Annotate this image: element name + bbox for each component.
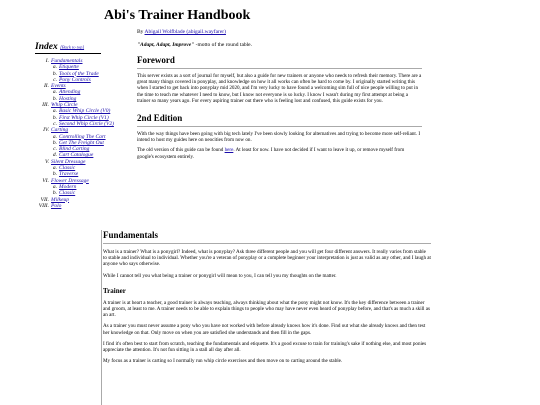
toc-item-number: IV. xyxy=(43,127,49,134)
toc-sublink[interactable]: Etiquette xyxy=(59,64,79,71)
toc-sublink[interactable]: Classic xyxy=(59,165,76,172)
toc-sublink[interactable]: Classic xyxy=(59,190,76,197)
toc-subitem-number: b. xyxy=(52,114,57,121)
toc-item-number: I. xyxy=(45,58,49,64)
foreword-text: This server exists as a sort of journal for myself, but also a guide for new trainers or anyone who needs to refresh their memory. There are a great many things covered in ponyplay, and knowledge on how it all works can often be hard to come by. I originally started writing this when I started to get back into ponyplay mid 2020, and I'm very lucky to have found a welcoming sim full of nice people willing to put in the time to teach me whatever I need to know, but I know not everyone is so lucky. I know I wasn't during my first attempt at being a trainer so many years ago. For every aspiring trainer out there who is feeling lost and confused, this guide exists for you. xyxy=(137,73,422,104)
toc-item-number: VIII. xyxy=(38,202,49,209)
toc-link[interactable]: Silent Dressage xyxy=(51,158,86,165)
toc-sublink[interactable]: Blind Carting xyxy=(59,146,90,153)
second-edition-section xyxy=(137,113,422,160)
motto xyxy=(137,42,422,48)
toc-item-number: II. xyxy=(43,83,49,90)
toc-sublink[interactable]: Pony Controls xyxy=(59,76,91,83)
old-version-link[interactable]: here xyxy=(224,147,234,154)
toc-subitem-number: a. xyxy=(52,89,57,96)
toc-subitem-number: b. xyxy=(52,70,57,77)
trainer-p2: As a trainer you must never assume a pony who you have not worked with before already knows how it's done. Find out what she already knows and then test her knowledge on that. Only move on when you are satisfied she understands and then fill in the gaps. xyxy=(103,323,426,336)
second-edition-p1: With the way things have been going with big tech lately I've been slowly looking for alternatives and trying to become more self-reliant. I intend to host my guides here on neocities from now on. xyxy=(137,131,421,144)
toc-item-number: III. xyxy=(42,102,49,109)
toc-heading-row xyxy=(35,42,101,54)
toc-link[interactable]: Flower Dressage xyxy=(51,177,89,184)
toc-sublink[interactable]: Traverse xyxy=(59,171,79,178)
fundamentals-p2: While I cannot tell you what being a trainer or ponygirl will mean to you, I can tell you my thoughts on the matter. xyxy=(103,272,337,279)
toc-sublink[interactable]: First Whip Circle (V1) xyxy=(59,114,109,121)
second-edition-p2 xyxy=(137,147,422,159)
toc-subitem-number: a. xyxy=(52,183,57,190)
toc-subitem-number: b. xyxy=(52,139,57,146)
toc-subitem-number: a. xyxy=(52,165,57,172)
foreword-section xyxy=(137,55,422,104)
toc-sublink[interactable]: Second Whip Circle (V2) xyxy=(59,120,114,127)
toc-item xyxy=(35,203,101,209)
toc-item-number: VI. xyxy=(42,177,49,184)
second-edition-p2-end: . At least for now. I have not decided if I want to leave it up, or remove myself from google's ecosystem entirely. xyxy=(137,147,405,160)
toc-sublink[interactable]: Tools of the Trade xyxy=(59,70,99,77)
toc-sublink[interactable]: Basic Whip Circle (V0) xyxy=(59,108,111,115)
toc-subitem-number: b. xyxy=(52,190,57,197)
toc-subitem-number: c. xyxy=(53,76,57,83)
toc-link[interactable]: Milkeup xyxy=(51,196,70,203)
toc-sublink[interactable]: Get The Freight Out xyxy=(59,139,104,146)
toc-link[interactable]: Fundamentals xyxy=(51,58,83,64)
toc-divider xyxy=(101,230,102,405)
toc-sublink[interactable]: Attending xyxy=(59,89,81,96)
toc-subitem-number: a. xyxy=(52,108,57,115)
toc-link[interactable]: Carting xyxy=(51,127,69,134)
toc-subitem-number: d. xyxy=(52,152,57,159)
toc-heading: Index xyxy=(35,42,58,52)
toc-item-number: V. xyxy=(44,158,49,165)
toc-subitem-number: a. xyxy=(52,133,57,140)
fundamentals-p1: What is a trainer? What is a ponygirl? Indeed, what is ponyplay? Ask three different people and you will get four different answers. It really varies from stable to stable and individual to individual. Whether you're a veteran of ponyplay or a complete beginner your interpretation is just as valid as any other, and I laugh at anyone who says otherwise. xyxy=(103,249,431,268)
toc-subitem-number: c. xyxy=(53,120,57,127)
byline-prefix: By xyxy=(137,29,145,35)
fundamentals-heading: Fundamentals xyxy=(103,230,431,244)
toc-subitem-number: b. xyxy=(52,95,57,102)
foreword-heading: Foreword xyxy=(137,55,422,69)
toc-subitem-number: c. xyxy=(53,146,57,153)
second-edition-heading: 2nd Edition xyxy=(137,113,422,127)
toc-item-number: VII. xyxy=(40,196,49,203)
main-content-top xyxy=(137,29,422,169)
fundamentals-section xyxy=(103,230,431,364)
toc-link[interactable]: Polo xyxy=(51,202,62,209)
toc-list xyxy=(35,54,114,209)
second-edition-p2-start: The old version of this guide can be found xyxy=(137,147,225,154)
toc-subitem-number: b. xyxy=(52,171,57,178)
trainer-heading: Trainer xyxy=(103,286,126,295)
toc-link[interactable]: Whip Circle xyxy=(51,102,78,109)
toc-sublink[interactable]: Modern xyxy=(59,183,77,190)
toc-link[interactable]: Events xyxy=(51,83,66,90)
motto-quote: "Adapt, Adapt, Improve" xyxy=(137,42,195,48)
trainer-p3: I find it's often best to start from scratch, teaching the fundamentals and etiquette. It's a good excuse to train for training's sake if nothing else, and most ponies appreciate the attention. It's not fun sitting in a stall all day after all. xyxy=(103,340,427,354)
trainer-p4: My focus as a trainer is carting so I normally run whip circle exercises and then move on to carting around the stable. xyxy=(103,358,343,365)
toc-sublink[interactable]: Hosting xyxy=(59,95,77,102)
back-to-top-link[interactable]: [Back to top] xyxy=(60,44,85,50)
page-title: Abi's Trainer Handbook xyxy=(104,8,251,23)
author-link[interactable]: Abigail Wolfblade (abigail.wayfarer) xyxy=(144,29,226,35)
motto-attribution: -motto of the round table. xyxy=(194,42,252,48)
trainer-p1: A trainer is at heart a teacher, a good trainer is always teaching, always thinking about what the pony might not know. It's the key difference between a trainer and groom, at least to me. A trainer needs to be able to explain things to people who may have never even heard of ponyplay before, and that's as much a skill as an art. xyxy=(103,299,430,319)
toc-sublink[interactable]: Controlling The Cart xyxy=(59,133,106,140)
toc-subitem-number: a. xyxy=(52,64,57,71)
table-of-contents xyxy=(35,42,114,209)
toc-sublink[interactable]: Cart Catalogue xyxy=(59,152,94,159)
byline xyxy=(137,29,422,35)
